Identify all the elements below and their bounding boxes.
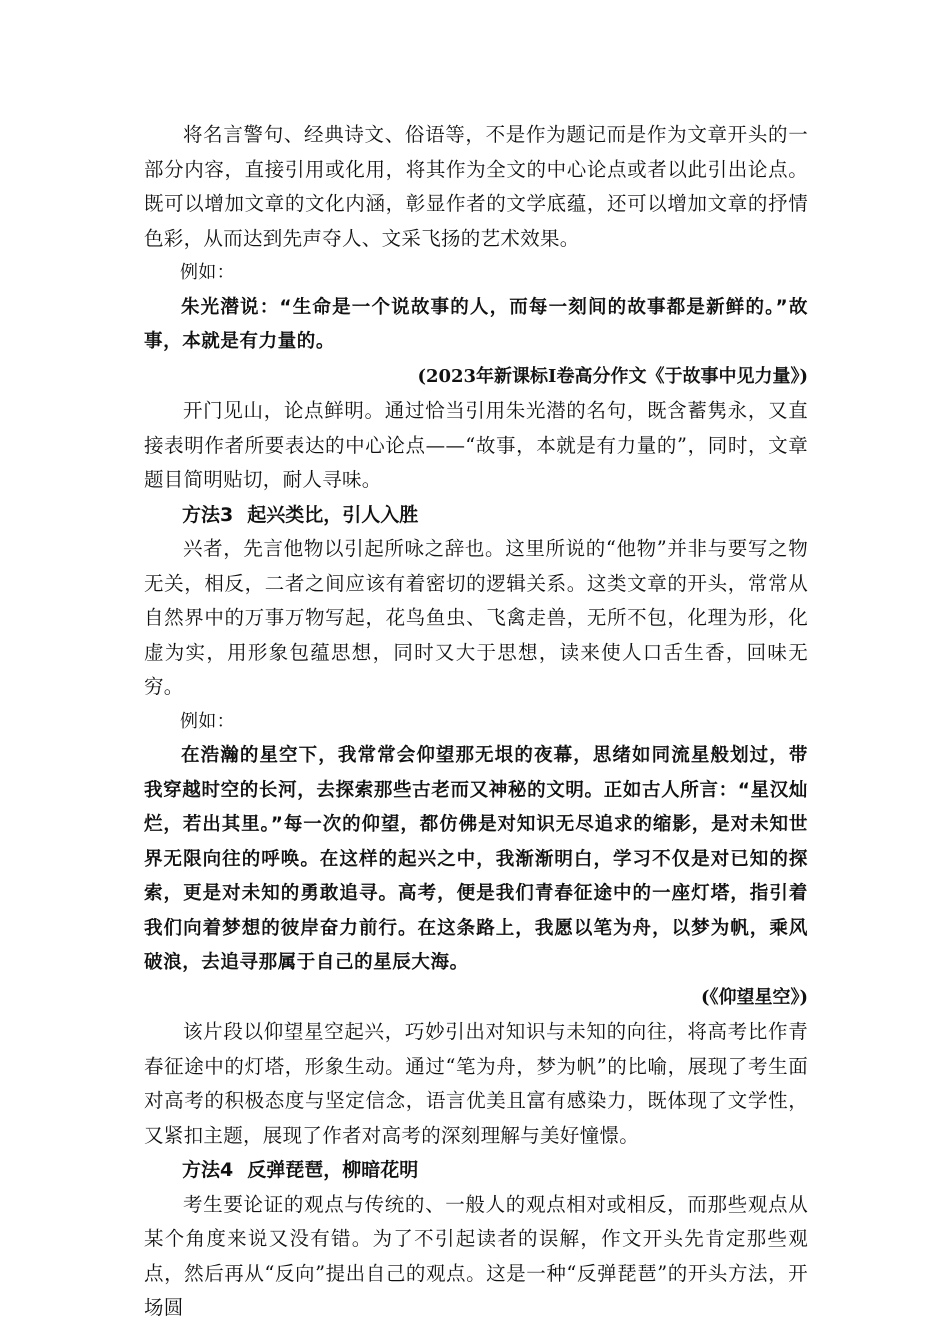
method-3-number: 方法3 — [182, 503, 234, 526]
example-label: 例如： — [180, 262, 235, 283]
intro-paragraph: 将名言警句、经典诗文、俗语等，不是作为题记而是作为文章开头的一部分内容，直接引用或化用，将其作为全文的中心论点或者以此引出论点。既可以增加文章的文化内涵，彰显作者的文学底蕴，还可以增加文章的抒情色彩，从而达到先声夺人、文采飞扬的艺术效果。 — [144, 123, 808, 250]
document-page — [144, 118, 808, 1326]
example-source: (《仰望星空》) — [700, 986, 808, 1008]
method-3-title: 起兴类比，引人入胜 — [247, 503, 419, 526]
method-4-title: 反弹琵琶，柳暗花明 — [247, 1159, 419, 1181]
example-quote: 朱光潜说：“生命是一个说故事的人，而每一刻间的故事都是新鲜的。”故事，本就是有力量的。 — [144, 296, 808, 352]
example-label: 例如： — [180, 710, 235, 732]
analysis-paragraph: 该片段以仰望星空起兴，巧妙引出对知识与未知的向往，将高考比作青春征途中的灯塔，形象生动。通过“笔为舟，梦为帆”的比喻，展现了考生面对高考的积极态度与坚定信念，语言优美且富有感染力，既体现了文学性，又紧扣主题，展现了作者对高考的深刻理解与美好憧憬。 — [144, 1020, 808, 1147]
analysis-paragraph: 开门见山，论点鲜明。通过恰当引用朱光潜的名句，既含蓄隽永，又直接表明作者所要表达的中心论点——“故事，本就是有力量的”，同时，文章题目简明贴切，耐人寻味。 — [144, 399, 808, 491]
method-3-heading — [144, 498, 808, 533]
method-4-heading — [144, 1153, 808, 1188]
example-passage: 在浩瀚的星空下，我常常会仰望那无垠的夜幕，思绪如同流星般划过，带我穿越时空的长河，去探索那些古老而又神秘的文明。正如古人所言：“星汉灿烂，若出其里。”每一次的仰望，都仿佛是对知识无尽追求的缩影，是对未知世界无限向往的呼唤。在这样的起兴之中，我渐渐明白，学习不仅是对已知的探索，更是对未知的勇敢追寻。高考，便是我们青春征途中的一座灯塔，指引着我们向着梦想的彼岸奋力前行。在这条路上，我愿以笔为舟，以梦为帆，乘风破浪，去追寻那属于自己的星辰大海。 — [144, 745, 808, 973]
example-source: (2023年新课标Ⅰ卷高分作文《于故事中见力量》) — [417, 365, 808, 387]
method-3-description: 兴者，先言他物以引起所咏之辞也。这里所说的“他物”并非与要写之物无关，相反，二者之间应该有着密切的逻辑关系。这类文章的开头，常常从自然界中的万事万物写起，花鸟鱼虫、飞禽走兽，无所不包，化理为形，化虚为实，用形象包蕴思想，同时又大于思想，读来使人口舌生香，回味无穷。 — [144, 537, 808, 698]
method-4-number: 方法4 — [182, 1159, 234, 1181]
method-4-description: 考生要论证的观点与传统的、一般人的观点相对或相反，而那些观点从某个角度来说又没有错。为了不引起读者的误解，作文开头先肯定那些观点，然后再从“反向”提出自己的观点。这是一种“反弹琵琶”的开头方法，开场圆 — [144, 1192, 808, 1319]
